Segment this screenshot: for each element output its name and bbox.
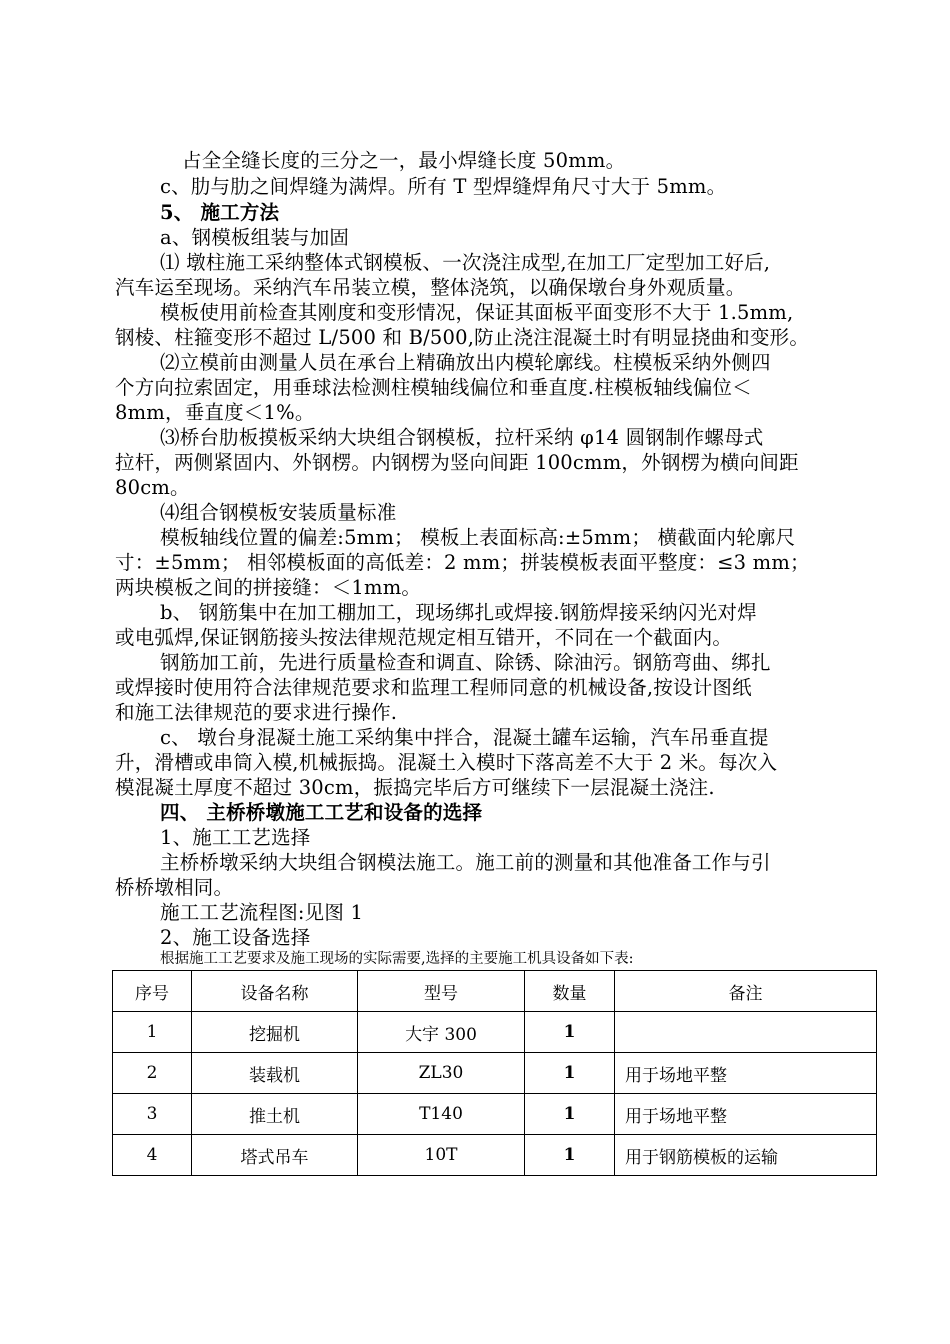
subsection-heading: 1、施工工艺选择 (160, 826, 311, 849)
cell-remark: 用于钢筋模板的运输 (615, 1135, 877, 1176)
cell-quantity: 1 (525, 1135, 615, 1176)
cell-equipment: 装载机 (192, 1053, 358, 1094)
cell-quantity: 1 (525, 1094, 615, 1135)
text-line: 施工工艺流程图:见图 1 (160, 901, 364, 924)
section-heading: 5、 施工方法 (160, 201, 280, 224)
text-line: ⑷组合钢模板安装质量标准 (160, 501, 397, 524)
cell-remark (615, 1012, 877, 1053)
text-line: ⑵立模前由测量人员在承台上精确放出内模轮廓线。柱模板采纳外侧四 (160, 351, 771, 374)
cell-model: 大宇 300 (358, 1012, 525, 1053)
cell-equipment: 塔式吊车 (192, 1135, 358, 1176)
text-line: 钢棱、柱箍变形不超过 L/500 和 B/500,防止浇注混凝土时有明显挠曲和变形。 (115, 326, 810, 349)
text-line: 占全全缝长度的三分之一，最小焊缝长度 50mm。 (182, 149, 626, 172)
chapter-heading: 四、 主桥桥墩施工工艺和设备的选择 (160, 801, 483, 824)
cell-index: 4 (113, 1135, 192, 1176)
text-line: 或电弧焊,保证钢筋接头按法律规范规定相互错开，不同在一个截面内。 (115, 626, 733, 649)
cell-equipment: 推土机 (192, 1094, 358, 1135)
text-line: 寸：±5mm； 相邻模板面的高低差：2 mm；拼装模板表面平整度：≤3 mm； (115, 551, 810, 574)
text-line: 钢筋加工前，先进行质量检查和调直、除锈、除油污。钢筋弯曲、绑扎 (160, 651, 771, 674)
text-line: 拉杆，两侧紧固内、外钢楞。内钢楞为竖向间距 100cmm，外钢楞为横向间距 (115, 451, 799, 474)
header-cell: 型号 (358, 971, 525, 1012)
text-line: 模混凝土厚度不超过 30cm，振捣完毕后方可继续下一层混凝土浇注. (115, 776, 715, 799)
text-line: ⑴ 墩柱施工采纳整体式钢模板、一次浇注成型,在加工厂定型加工好后, (160, 251, 771, 274)
header-cell: 数量 (525, 971, 615, 1012)
cell-equipment: 挖掘机 (192, 1012, 358, 1053)
cell-quantity: 1 (525, 1053, 615, 1094)
text-line: 两块模板之间的拼接缝：＜1mm。 (115, 576, 422, 599)
text-line: 80cm。 (115, 476, 190, 499)
text-line: 汽车运至现场。采纳汽车吊装立模，整体浇筑，以确保墩台身外观质量。 (115, 276, 746, 299)
cell-model: 10T (358, 1135, 525, 1176)
table-caption: 根据施工工艺要求及施工现场的实际需要,选择的主要施工机具设备如下表: (160, 951, 634, 967)
subsection-heading: 2、施工设备选择 (160, 926, 311, 949)
cell-index: 1 (113, 1012, 192, 1053)
text-line: c、 墩台身混凝土施工采纳集中拌合，混凝土罐车运输，汽车吊垂直提 (160, 726, 769, 749)
cell-model: T140 (358, 1094, 525, 1135)
table-row (113, 1094, 877, 1135)
text-line: 模板轴线位置的偏差:5mm； 模板上表面标高:±5mm； 横截面内轮廓尺 (160, 526, 796, 549)
text-line: 和施工法律规范的要求进行操作. (115, 701, 398, 724)
cell-index: 3 (113, 1094, 192, 1135)
text-line: 个方向拉索固定，用垂球法检测柱模轴线偏位和垂直度.柱模板轴线偏位＜ (115, 376, 752, 399)
text-line: ⑶桥台肋板摸板采纳大块组合钢模板，拉杆采纳 φ14 圆钢制作螺母式 (160, 426, 764, 449)
table-row (113, 1012, 877, 1053)
text-line: 8mm，垂直度＜1%。 (115, 401, 315, 424)
header-cell: 序号 (113, 971, 192, 1012)
cell-index: 2 (113, 1053, 192, 1094)
cell-model: ZL30 (358, 1053, 525, 1094)
header-cell: 备注 (615, 971, 877, 1012)
cell-remark: 用于场地平整 (615, 1094, 877, 1135)
equipment-table (112, 970, 877, 1176)
header-cell: 设备名称 (192, 971, 358, 1012)
text-line: 升，滑槽或串筒入模,机械振捣。混凝土入模时下落高差不大于 2 米。每次入 (115, 751, 778, 774)
text-line: c、肋与肋之间焊缝为满焊。所有 T 型焊缝焊角尺寸大于 5mm。 (160, 175, 727, 198)
table-row (113, 1135, 877, 1176)
table-row (113, 1053, 877, 1094)
subsection-heading: a、钢模板组装与加固 (160, 226, 350, 249)
table-header-row (113, 971, 877, 1012)
text-line: 主桥桥墩采纳大块组合钢模法施工。施工前的测量和其他准备工作与引 (160, 851, 771, 874)
cell-quantity: 1 (525, 1012, 615, 1053)
text-line: 或焊接时使用符合法律规范要求和监理工程师同意的机械设备,按设计图纸 (115, 676, 752, 699)
text-line: 模板使用前检查其刚度和变形情况，保证其面板平面变形不大于 1.5mm, (160, 301, 794, 324)
text-line: 桥桥墩相同。 (115, 876, 234, 899)
cell-remark: 用于场地平整 (615, 1053, 877, 1094)
text-line: b、 钢筋集中在加工棚加工，现场绑扎或焊接.钢筋焊接采纳闪光对焊 (160, 601, 757, 624)
